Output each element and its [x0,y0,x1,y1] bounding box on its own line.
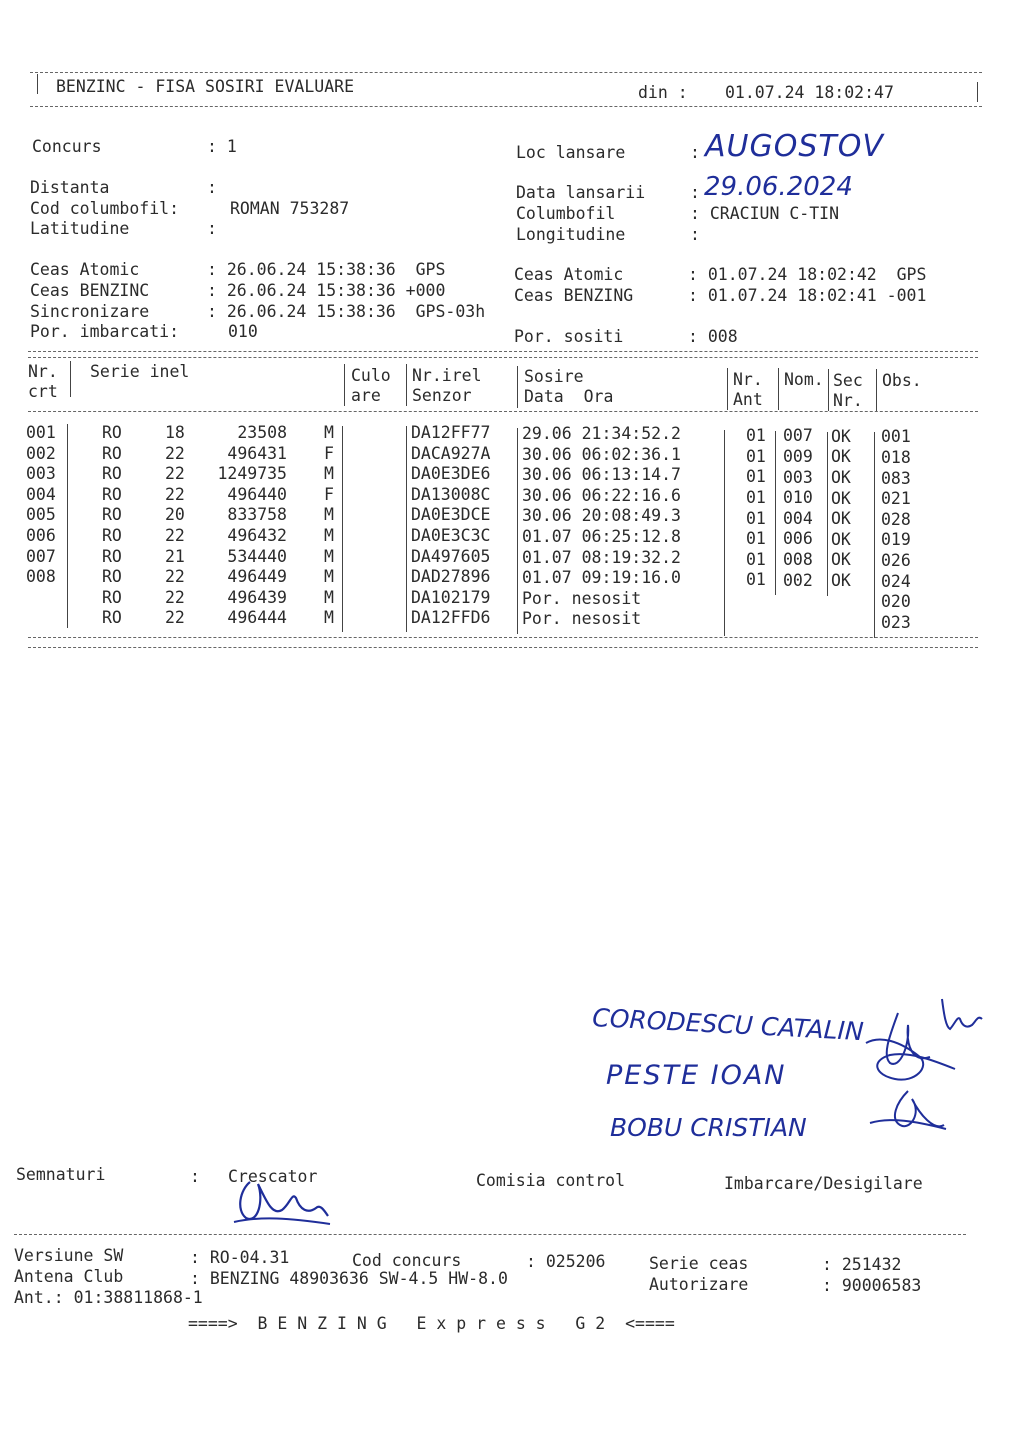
ceas-atomic-end-value: : 01.07.24 18:02:42 GPS [688,265,927,284]
document-title: BENZINC - FISA SOSIRI EVALUARE [56,77,355,96]
antena-club-label: Antena Club [14,1267,124,1286]
header-sosire: Sosire [524,367,584,386]
cell-sec: OK [831,571,851,591]
cell-obs: 020 [881,592,911,612]
cell-nom: 008 [783,550,813,570]
ceas-benzing-end-value: : 01.07.24 18:02:41 -001 [688,286,927,305]
cell-sex: F [324,443,334,463]
cell-sec: OK [831,468,851,488]
cell-sec: OK [831,488,851,508]
cell-senzor: DA497605 [411,546,491,566]
cell-an: 22 [165,567,185,587]
cell-inel: 833758 [227,505,287,525]
serie-ceas-label: Serie ceas [649,1254,749,1273]
header-senzor: Senzor [412,386,472,405]
header-sep [344,364,345,406]
cell-nom: 007 [783,426,813,446]
cell-sex: F [324,484,334,504]
cell-sec: OK [831,509,851,529]
cell-nr-crt: 007 [26,546,56,566]
body-sep [406,426,407,632]
crescator-label: Crescator [228,1167,318,1186]
cell-obs: 018 [881,447,911,467]
cell-sosire: 30.06 06:22:16.6 [522,485,681,505]
commission-signatures [860,985,1010,1145]
cell-obs: 023 [881,612,911,632]
ceas-atomic-start-label: Ceas Atomic [30,260,140,279]
cell-sex: M [324,587,334,607]
cell-tara: RO [102,608,122,628]
cell-an: 22 [165,443,185,463]
cell-sosire: 29.06 21:34:52.2 [522,424,681,444]
cell-nom: 003 [783,467,813,487]
header-nr: Nr. [28,362,58,381]
cell-nom: 010 [783,488,813,508]
header-serie-inel: Serie inel [90,362,190,381]
cell-antena: 01 [746,529,766,549]
cell-obs: 021 [881,489,911,509]
header-right-bar [977,82,978,102]
cell-sosire: 30.06 06:02:36.1 [522,444,681,464]
header-nr-irel: Nr.irel [412,366,482,385]
cod-concurs-label: Cod concurs [352,1251,462,1270]
table-bottom-rule-2 [28,647,978,648]
loc-lansare-handwritten: AUGOSTOV [705,129,884,164]
crescator-signature [228,1167,340,1230]
cell-sex: M [324,505,334,525]
body-sep [67,424,68,628]
top-rule [30,72,982,73]
cell-nr-crt: 008 [26,567,56,587]
cell-inel: 496431 [227,443,287,463]
cell-an: 20 [165,505,185,525]
sincronizare-label: Sincronizare [30,302,150,321]
cell-sex: M [324,526,334,545]
ceas-atomic-end-label: Ceas Atomic [514,265,624,284]
cell-senzor: DA0E3DCE [411,505,491,525]
header-sec-nr: Nr. [833,391,863,410]
concurs-label: Concurs [32,137,102,156]
cell-sex: M [324,567,334,587]
header-sep [70,361,71,397]
cell-sosire: 01.07 09:19:16.0 [522,568,681,588]
ceas-benzing-end-label: Ceas BENZING [514,286,634,305]
cell-senzor: DA13008C [411,484,491,504]
cell-nom: 009 [783,447,813,467]
cell-nr-crt: 003 [26,464,56,484]
cell-senzor: DACA927A [411,443,491,463]
concurs-value: : 1 [207,137,237,156]
cell-inel: 534440 [227,546,287,566]
cell-antena: 01 [746,508,766,528]
loc-lansare-colon: : [690,143,700,162]
columbofil-value: : CRACIUN C-TIN [690,204,840,223]
cell-tara: RO [102,587,122,607]
longitudine-label: Longitudine [516,225,626,244]
distanta-value: : [207,178,217,197]
header-ant: Ant [733,390,763,409]
table-bottom-rule [28,637,978,638]
cell-tara: RO [102,443,122,463]
handwritten-name-2: PESTE IOAN [606,1060,787,1091]
porumbei-sositi-value: : 008 [688,327,738,346]
header-nom: Nom. [784,370,824,389]
antena-club-value: : BENZING 48903636 SW-4.5 HW-8.0 [190,1269,508,1288]
cell-tara: RO [102,567,122,587]
handwritten-name-1: CORODESCU CATALIN [591,1003,865,1047]
header-data-ora: Data Ora [524,387,614,406]
cell-an: 21 [165,546,185,566]
porumbei-imbarcati-label: Por. imbarcati: [30,322,180,341]
body-sep [874,432,875,638]
table-header-rule [28,411,978,412]
columbofil-label: Columbofil [516,204,616,223]
header-sep [406,364,407,406]
header-nr-ant: Nr. [733,370,763,389]
cell-nr-crt: 005 [26,505,56,525]
cell-nr-crt: 006 [26,526,56,545]
cell-senzor: DA0E3DE6 [411,464,491,484]
header-sep [517,366,518,408]
cell-antena: 01 [746,446,766,466]
header-culoare-1: Culo [351,366,391,385]
benzing-brand-line: ====> B E N Z I N G E x p r e s s G 2 <==== [188,1314,675,1333]
cell-tara: RO [102,505,122,525]
cell-obs: 001 [881,427,911,447]
sincronizare-value: : 26.06.24 15:38:36 GPS-03h [207,302,486,321]
cell-sex: M [324,608,334,628]
cell-inel: 496440 [227,484,287,504]
cell-antena: 01 [746,570,766,590]
header-sec: Sec [833,371,863,390]
cell-senzor: DA0E3C3C [411,526,491,546]
cell-tara: RO [102,464,122,484]
handwritten-name-3: BOBU CRISTIAN [610,1113,807,1142]
cell-nom: 002 [783,570,813,590]
cell-sex: M [324,464,334,484]
versiune-sw-value: : RO-04.31 [190,1248,290,1267]
header-left-bar [37,74,38,94]
header-crt: crt [28,382,58,401]
cell-inel: 496449 [227,567,287,587]
cod-columbofil-label: Cod columbofil: [30,199,180,218]
cell-nr-crt: 001 [26,423,56,442]
cell-inel: 1249735 [217,464,287,484]
cell-senzor: DA12FF77 [411,423,491,443]
cell-nr-crt: 004 [26,484,56,504]
cell-senzor: DAD27896 [411,567,491,587]
versiune-sw-label: Versiune SW [14,1246,124,1265]
cell-senzor: DA102179 [411,587,491,607]
loc-lansare-label: Loc lansare [516,143,626,162]
body-sep [342,426,343,632]
cell-sec: OK [831,426,851,446]
cell-nom: 004 [783,508,813,528]
cell-an: 18 [165,423,185,442]
cell-obs: 083 [881,468,911,488]
cell-sec: OK [831,529,851,549]
table-top-rule [28,351,978,352]
cell-tara: RO [102,546,122,566]
cell-tara: RO [102,526,122,545]
cell-sex: M [324,423,334,442]
header-culoare-2: are [351,386,381,405]
serie-ceas-value: : 251432 [822,1255,902,1274]
cell-sosire: Por. nesosit [522,609,642,629]
data-lansarii-label: Data lansarii [516,183,646,202]
imbarcare-desigilare-label: Imbarcare/Desigilare [724,1174,923,1193]
longitudine-value: : [690,225,700,244]
ceas-benzing-start-value: : 26.06.24 15:38:36 +000 [207,281,446,300]
cell-tara: RO [102,423,122,442]
header-sep [876,369,877,411]
autorizare-label: Autorizare [649,1275,749,1294]
cell-sec: OK [831,447,851,467]
latitudine-value: : [207,219,217,238]
cell-an: 22 [165,587,185,607]
cell-inel: 496439 [227,587,287,607]
data-lansarii-colon: : [690,183,700,202]
cell-an: 22 [165,526,185,545]
cell-inel: 496432 [227,526,287,545]
cell-antena: 01 [746,487,766,507]
semnaturi-colon: : [190,1167,200,1186]
data-lansarii-handwritten: 29.06.2024 [704,172,853,202]
table-top-rule-2 [28,357,978,358]
comisia-control-label: Comisia control [476,1171,626,1190]
cell-sosire: 01.07 06:25:12.8 [522,527,681,547]
distanta-label: Distanta [30,178,110,197]
porumbei-sositi-label: Por. sositi [514,327,624,346]
cell-obs: 026 [881,550,911,570]
ceas-atomic-start-value: : 26.06.24 15:38:36 GPS [207,260,446,279]
autorizare-value: : 90006583 [822,1276,922,1295]
cell-senzor: DA12FFD6 [411,608,491,628]
cell-sex: M [324,546,334,566]
din-label: din : [638,83,688,102]
cell-antena: 01 [746,549,766,569]
cell-nom: 006 [783,529,813,549]
header-obs: Obs. [882,371,922,390]
cod-concurs-value: : 025206 [526,1252,606,1271]
cell-obs: 028 [881,509,911,529]
cell-an: 22 [165,484,185,504]
cod-columbofil-value: ROMAN 753287 [230,199,350,218]
cell-inel: 496444 [227,608,287,628]
body-sep [517,428,518,634]
porumbei-imbarcati-value: 010 [228,322,258,341]
cell-an: 22 [165,464,185,484]
cell-sosire: 30.06 06:13:14.7 [522,465,681,485]
body-sep [724,430,725,636]
cell-sosire: 30.06 20:08:49.3 [522,506,681,526]
cell-inel: 23508 [237,423,287,442]
latitudine-label: Latitudine [30,219,130,238]
cell-obs: 024 [881,571,911,591]
din-timestamp: 01.07.24 18:02:47 [725,83,894,102]
body-sep [827,432,828,596]
header-sep [828,369,829,411]
header-sep [778,368,779,410]
cell-obs: 019 [881,530,911,550]
cell-antena: 01 [746,426,766,446]
ceas-benzing-start-label: Ceas BENZINC [30,281,150,300]
cell-nr-crt: 002 [26,443,56,463]
body-sep [775,431,776,595]
cell-sosire: 01.07 08:19:32.2 [522,547,681,567]
semnaturi-label: Semnaturi [16,1165,106,1184]
cell-sosire: Por. nesosit [522,588,642,608]
cell-tara: RO [102,484,122,504]
footer-rule [14,1234,966,1235]
header-rule [30,106,982,107]
cell-sec: OK [831,550,851,570]
header-sep [727,368,728,410]
cell-an: 22 [165,608,185,628]
cell-antena: 01 [746,467,766,487]
antena-id: Ant.: 01:38811868-1 [14,1288,203,1307]
